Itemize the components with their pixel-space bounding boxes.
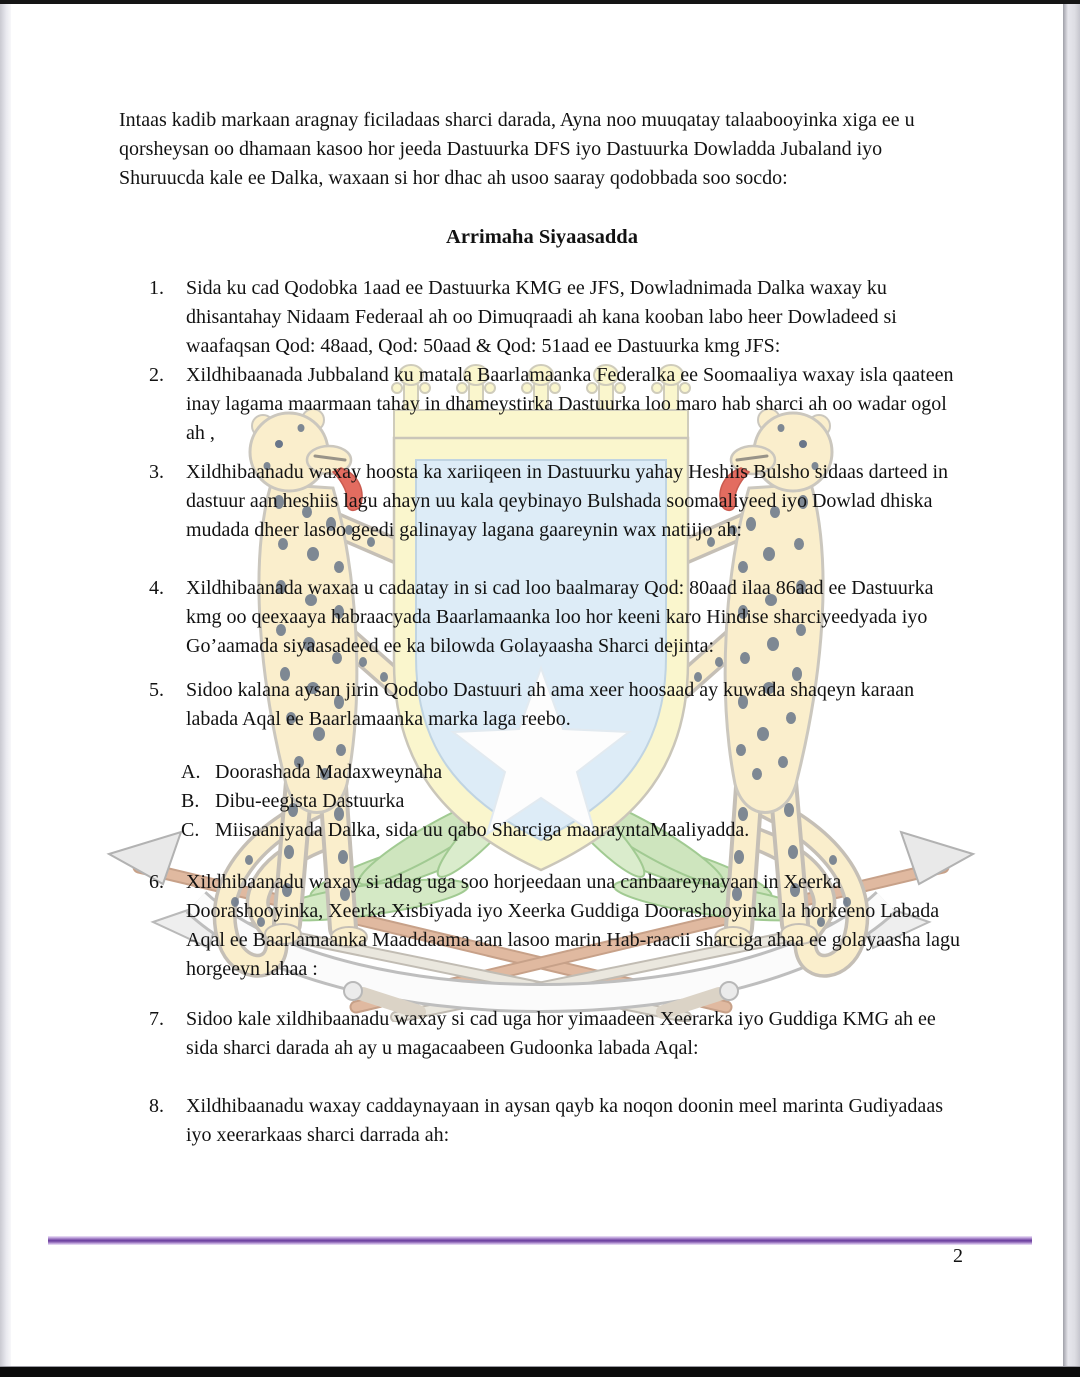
intro-paragraph: Intaas kadib markaan aragnay ficiladaas sharci darada, Ayna noo muuqatay talaabooyinka xiga ee u qorsheysan oo dhamaan kasoo hor jeeda Dastuurka DFS iyo Dastuurka Dowladda Jubaland iyo Shuruucda kale ee Dalka, waxaan si hor dhac ah usoo saaray qodobbada soo socdo: — [119, 109, 915, 189]
photo-right-edge-shadow — [1063, 4, 1080, 1366]
item-letter: B. — [181, 790, 200, 812]
document-page — [11, 4, 1063, 1366]
sublist-item — [181, 787, 965, 816]
item-number: 4. — [149, 577, 164, 599]
item-text: Dibu-eegista Dastuurka — [215, 790, 405, 812]
sublist-item — [181, 816, 965, 845]
footer-accent-line — [48, 1236, 1032, 1245]
item-text: Xildhibaanada waxaa u cadaatay in si cad loo baalmaray Qod: 80aad ilaa 86aad ee Dastuurka kmg oo qeexaaya habraacyada Baarlamaanka loo hor keeni karo Hindise sharciyeedyada iyo Go’aamada siyaasadeed ee ka bilowda Golayaasha Sharci dejinta: — [186, 577, 934, 657]
list-item — [119, 1005, 965, 1063]
lettered-sublist — [181, 758, 965, 845]
item-number: 8. — [149, 1095, 164, 1117]
item-text: Xildhibaanada Jubbaland ku matala Baarlamaanka Federalka ee Soomaaliya waxay isla qaateen inay lagama maarmaan tahay in dhameystirka Dastuurka loo maro hab sharci ah oo wadar ogol ah , — [186, 364, 954, 444]
list-item — [119, 361, 965, 448]
section-heading: Arrimaha Siyaasadda — [446, 226, 638, 248]
page-number: 2 — [953, 1245, 963, 1267]
numbered-list — [119, 274, 965, 1150]
item-text: Miisaaniyada Dalka, sida uu qabo Sharciga maarayntaMaaliyadda. — [215, 819, 750, 841]
list-item — [119, 274, 965, 361]
item-letter: A. — [181, 761, 201, 783]
item-text: Xildhibaanadu waxay hoosta ka xariiqeen in Dastuurku yahay Heshiis Bulsho sidaas darteed in dastuur aan heshiis lagu ahayn uu kala qeybinayo Bulshada soomaaliyeed iyo Dowlad dhiska mudada dheer lasoo geedi galinayay lagana gaareynin wax natiijo ah: — [186, 461, 949, 541]
list-item — [119, 868, 965, 984]
photo-bottom-black-bar — [0, 1366, 1080, 1377]
list-item — [119, 676, 965, 734]
item-number: 6. — [149, 871, 164, 893]
sublist-item — [181, 758, 965, 787]
item-number: 1. — [149, 277, 164, 299]
item-number: 7. — [149, 1008, 164, 1030]
list-item — [119, 458, 965, 545]
item-text: Sidoo kalana aysan jirin Qodobo Dastuuri ah ama xeer hoosaad ay kuwada shaqeyn karaan labada Aqal ee Baarlamaanka marka laga reebo. — [186, 679, 915, 730]
photo-left-edge-shadow — [0, 4, 11, 1366]
item-letter: C. — [181, 819, 200, 841]
item-number: 3. — [149, 461, 164, 483]
item-text: Xildhibaanadu waxay si adag uga soo horjeedaan una canbaareynayaan in Xeerka Doorashooyinka, Xeerka Xisbiyada iyo Xeerka Guddiga Doorashooyinka la horkeeno Labada Aqal ee Baarlamaanka Maaddaama aan lasoo marin Hab-raacii sharciga ahaa ee golayaasha lagu horgeeyn lahaa : — [186, 871, 961, 980]
item-text: Sida ku cad Qodobka 1aad ee Dastuurka KMG ee JFS, Dowladnimada Dalka waxay ku dhisantahay Nidaam Federaal ah oo Dimuqraadi ah kana kooban labo heer Dowladeed si waafaqsan Qod: 48aad, Qod: 50aad & Qod: 51aad ee Dastuurka kmg JFS: — [186, 277, 897, 357]
item-number: 2. — [149, 364, 164, 386]
item-number: 5. — [149, 679, 164, 701]
document-body — [119, 106, 965, 1150]
list-item — [119, 574, 965, 661]
item-text: Doorashada Madaxweynaha — [215, 761, 443, 783]
list-item — [119, 1092, 965, 1150]
item-text: Sidoo kale xildhibaanadu waxay si cad uga hor yimaadeen Xeerarka iyo Guddiga KMG ah ee sida sharci darada ah ay u magacaabeen Gudoonka labada Aqal: — [186, 1008, 936, 1059]
item-text: Xildhibaanadu waxay caddaynayaan in aysan qayb ka noqon doonin meel marinta Gudiyadaas iyo xeerarkaas sharci darrada ah: — [186, 1095, 943, 1146]
